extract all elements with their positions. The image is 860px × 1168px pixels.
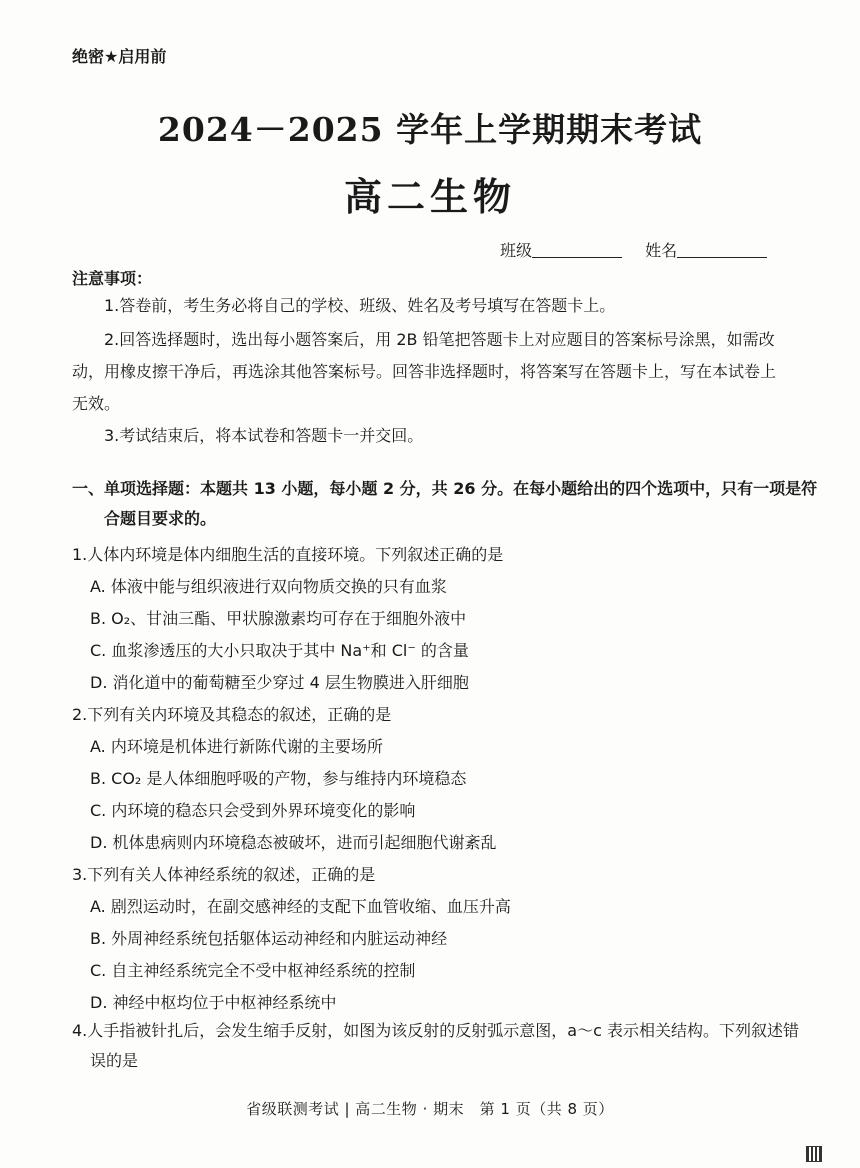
question-2-option-c: C. 内环境的稳态只会受到外界环境变化的影响 <box>90 801 416 820</box>
notice-item-3: 3.考试结束后，将本试卷和答题卡一并交回。 <box>104 426 424 445</box>
exam-title: 2024－2025 学年上学期期末考试 <box>157 110 703 149</box>
class-label: 班级 <box>500 241 533 260</box>
question-1-option-a: A. 体液中能与组织液进行双向物质交换的只有血浆 <box>90 577 447 596</box>
name-label: 姓名 <box>645 241 678 260</box>
question-2-option-a: A. 内环境是机体进行新陈代谢的主要场所 <box>90 737 383 756</box>
question-4-stem: 4.人手指被针扎后，会发生缩手反射，如图为该反射的反射弧示意图，a～c 表示相关结构。下列叙述错误的是 <box>72 1021 799 1070</box>
notice-item-2: 2.回答选择题时，选出每小题答案后，用 2B 铅笔把答题卡上对应题目的答案标号涂黑，如需改动，用橡皮擦干净后，再选涂其他答案标号。回答非选择题时，将答案写在答题卡上，写在本试卷上无效。 <box>72 330 777 413</box>
question-1-option-b: B. O₂、甘油三酯、甲状腺激素均可存在于细胞外液中 <box>90 609 467 628</box>
student-info-fields <box>500 238 767 261</box>
question-3-option-a: A. 剧烈运动时，在副交感神经的支配下血管收缩、血压升高 <box>90 897 511 916</box>
section-title: 一、单项选择题：本题共 13 小题，每小题 2 分，共 26 分。在每小题给出的四个选项中，只有一项是符合题目要求的。 <box>72 479 818 528</box>
question-1-option-c: C. 血浆渗透压的大小只取决于其中 Na⁺和 Cl⁻ 的含量 <box>90 641 469 660</box>
question-1-stem: 1.人体内环境是体内细胞生活的直接环境。下列叙述正确的是 <box>72 545 504 564</box>
question-3-option-c: C. 自主神经系统完全不受中枢神经系统的控制 <box>90 961 416 980</box>
notice-item-1: 1.答卷前，考生务必将自己的学校、班级、姓名及考号填写在答题卡上。 <box>104 296 616 315</box>
question-3-stem: 3.下列有关人体神经系统的叙述，正确的是 <box>72 865 376 884</box>
page-footer: 省级联测考试 | 高二生物 · 期末 第 1 页（共 8 页） <box>246 1100 614 1118</box>
question-3-option-d: D. 神经中枢均位于中枢神经系统中 <box>90 993 337 1012</box>
confidential-label: 绝密★启用前 <box>72 47 167 66</box>
question-2-stem: 2.下列有关内环境及其稳态的叙述，正确的是 <box>72 705 392 724</box>
question-2-option-d: D. 机体患病则内环境稳态被破坏，进而引起细胞代谢紊乱 <box>90 833 497 852</box>
question-3-option-b: B. 外周神经系统包括躯体运动神经和内脏运动神经 <box>90 929 448 948</box>
question-2-option-b: B. CO₂ 是人体细胞呼吸的产物，参与维持内环境稳态 <box>90 769 467 788</box>
notice-title: 注意事项： <box>72 269 153 288</box>
question-1-option-d: D. 消化道中的葡萄糖至少穿过 4 层生物膜进入肝细胞 <box>90 673 469 692</box>
qr-code-icon <box>806 1146 822 1162</box>
name-blank <box>677 243 767 258</box>
class-blank <box>532 243 622 258</box>
exam-subject: 高二生物 <box>343 174 516 219</box>
